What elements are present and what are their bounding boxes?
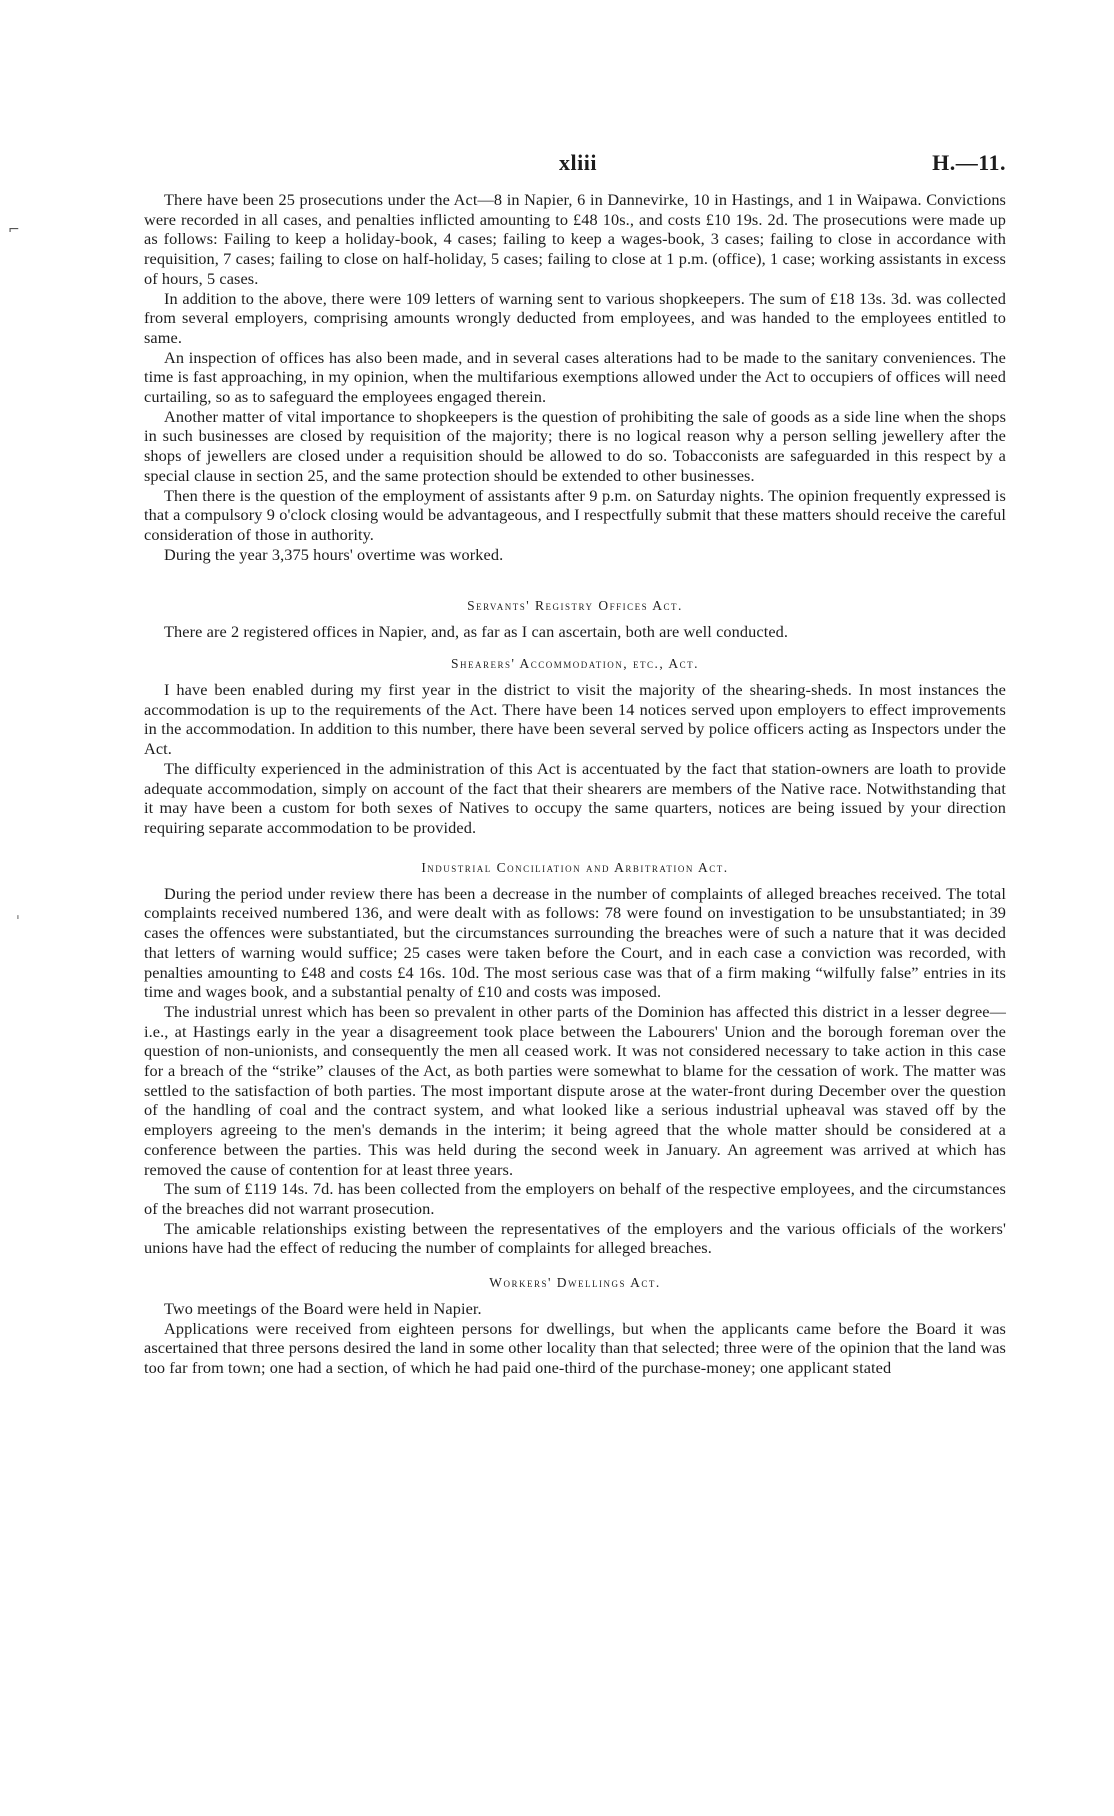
paragraph: In addition to the above, there were 109 letters of warning sent to various shopkeepers. The sum of £18 13s. 3d. was collected from several employers, comprising amounts wrongly deducted from employees, and was handed to the employees entitled to same. [144, 288, 1006, 347]
paragraph: Then there is the question of the employment of assistants after 9 p.m. on Saturday nights. The opinion frequently expressed is that a compulsory 9 o'clock closing would be advantageous, and I respectfully submit that these matters should receive the careful consideration of those in authority. [144, 485, 1006, 544]
section-shearers-accommodation [144, 656, 1006, 838]
paragraph: Another matter of vital importance to shopkeepers is the question of prohibiting the sale of goods as a side line when the shops in such businesses are closed by requisition of the majority; there is no logical reason why a person selling jewellery after the shops of jewellers are closed under a requisition should be allowed to do so. Tobacconists are safeguarded in this respect by a special clause in section 25, and the same protection should be extended to other businesses. [144, 406, 1006, 485]
section-shops-continued [144, 190, 1006, 564]
paragraph: During the period under review there has been a decrease in the number of complaints of alleged breaches received. The total complaints received numbered 136, and were dealt with as follows: 78 were found on investigation to be unsubstantiated; in 39 cases the offences were substantiated, but the circumstances surrounding the breaches were of such a nature that it was decided that letters of warning would suffice; 25 cases were taken before the Court, and in each case a conviction was recorded, with penalties amounting to £48 and costs £4 16s. 10d. The most serious case was that of a firm making “wilfully false” entries in its time and wages book, and a substantial penalty of £10 and costs was imposed. [144, 883, 1006, 1002]
paragraph: There have been 25 prosecutions under the Act—8 in Napier, 6 in Dannevirke, 10 in Hastings, and 1 in Waipawa. Convictions were recorded in all cases, and penalties inflicted amounting to £48 10s., and costs £10 19s. 2d. The prosecutions were made up as follows: Failing to keep a holiday-book, 4 cases; failing to keep a wages-book, 3 cases; failing to close in accordance with requisition, 7 cases; failing to close on half-holiday, 5 cases; failing to close at 1 p.m. (office), 1 case; working assistants in excess of hours, 5 cases. [144, 190, 1006, 288]
page-header [144, 150, 1006, 190]
section-heading: Industrial Conciliation and Arbitration Act. [421, 859, 729, 875]
margin-tick-mark: ⌐ [8, 222, 20, 238]
document-page [144, 150, 1006, 1378]
paragraph: During the year 3,375 hours' overtime was worked. [164, 544, 504, 564]
paragraph: The industrial unrest which has been so prevalent in other parts of the Dominion has affected this district in a lesser degree—i.e., at Hastings early in the year a disagreement took place between the Labourers' Union and the borough foreman over the question of non-unionists, and consequently the men all ceased work. It was not considered necessary to take action in this case for a breach of the “strike” clauses of the Act, as both parties were somewhat to blame for the cessation of work. The matter was settled to the satisfaction of both parties. The most important dispute arose at the water-front during December over the question of the handling of coal and the contract system, and what looked like a serious industrial upheaval was staved off by the employers agreeing to the men's demands in the interim; it being agreed that the whole matter should be considered at a conference between the parties. This was held during the second week in January. An agreement was arrived at which has removed the cause of contention for at least three years. [144, 1001, 1006, 1179]
section-industrial-conciliation [144, 860, 1006, 1258]
section-heading: Shearers' Accommodation, etc., Act. [450, 656, 700, 672]
paragraph: Two meetings of the Board were held in Napier. [164, 1299, 482, 1319]
section-heading: Servants' Registry Offices Act. [467, 598, 683, 614]
paragraph: I have been enabled during my first year in the district to visit the majority of the shearing-sheds. In most instances the accommodation is up to the requirements of the Act. There have been 14 notices served upon employers to effect improvements in the accommodation. In addition to this number, there have been several served by police officers acting as Inspectors under the Act. [144, 680, 1006, 759]
section-workers-dwellings [144, 1275, 1006, 1378]
margin-tick-mark: ˈ [16, 914, 20, 930]
page-number: xliii [559, 150, 597, 175]
section-heading: Workers' Dwellings Act. [489, 1275, 661, 1291]
paragraph: There are 2 registered offices in Napier, and, as far as I can ascertain, both are well conducted. [164, 622, 789, 642]
paragraph: Applications were received from eighteen persons for dwellings, but when the applicants came before the Board it was ascertained that three persons desired the land in some other locality than that selected; three were of the opinion that the land was too far from town; one had a section, of which he had paid one-third of the purchase-money; one applicant stated [144, 1318, 1006, 1378]
document-reference: H.—11. [932, 150, 1006, 175]
section-servants-registry [144, 598, 1006, 642]
paragraph: The amicable relationships existing between the representatives of the employers and the various officials of the workers' unions have had the effect of reducing the number of complaints for alleged breaches. [144, 1218, 1006, 1258]
paragraph: An inspection of offices has also been made, and in several cases alterations had to be made to the sanitary conveniences. The time is fast approaching, in my opinion, when the multifarious exemptions allowed under the Act to occupiers of offices will need curtailing, so as to safeguard the employees engaged therein. [144, 347, 1006, 407]
paragraph: The sum of £119 14s. 7d. has been collected from the employers on behalf of the respective employees, and the circumstances of the breaches did not warrant prosecution. [144, 1179, 1006, 1218]
paragraph: The difficulty experienced in the administration of this Act is accentuated by the fact that station-owners are loath to provide adequate accommodation, simply on account of the fact that their shearers are members of the Native race. Notwithstanding that it may have been a custom for both sexes of Natives to occupy the same quarters, notices are being issued by your direction requiring separate accommodation to be provided. [144, 758, 1006, 837]
